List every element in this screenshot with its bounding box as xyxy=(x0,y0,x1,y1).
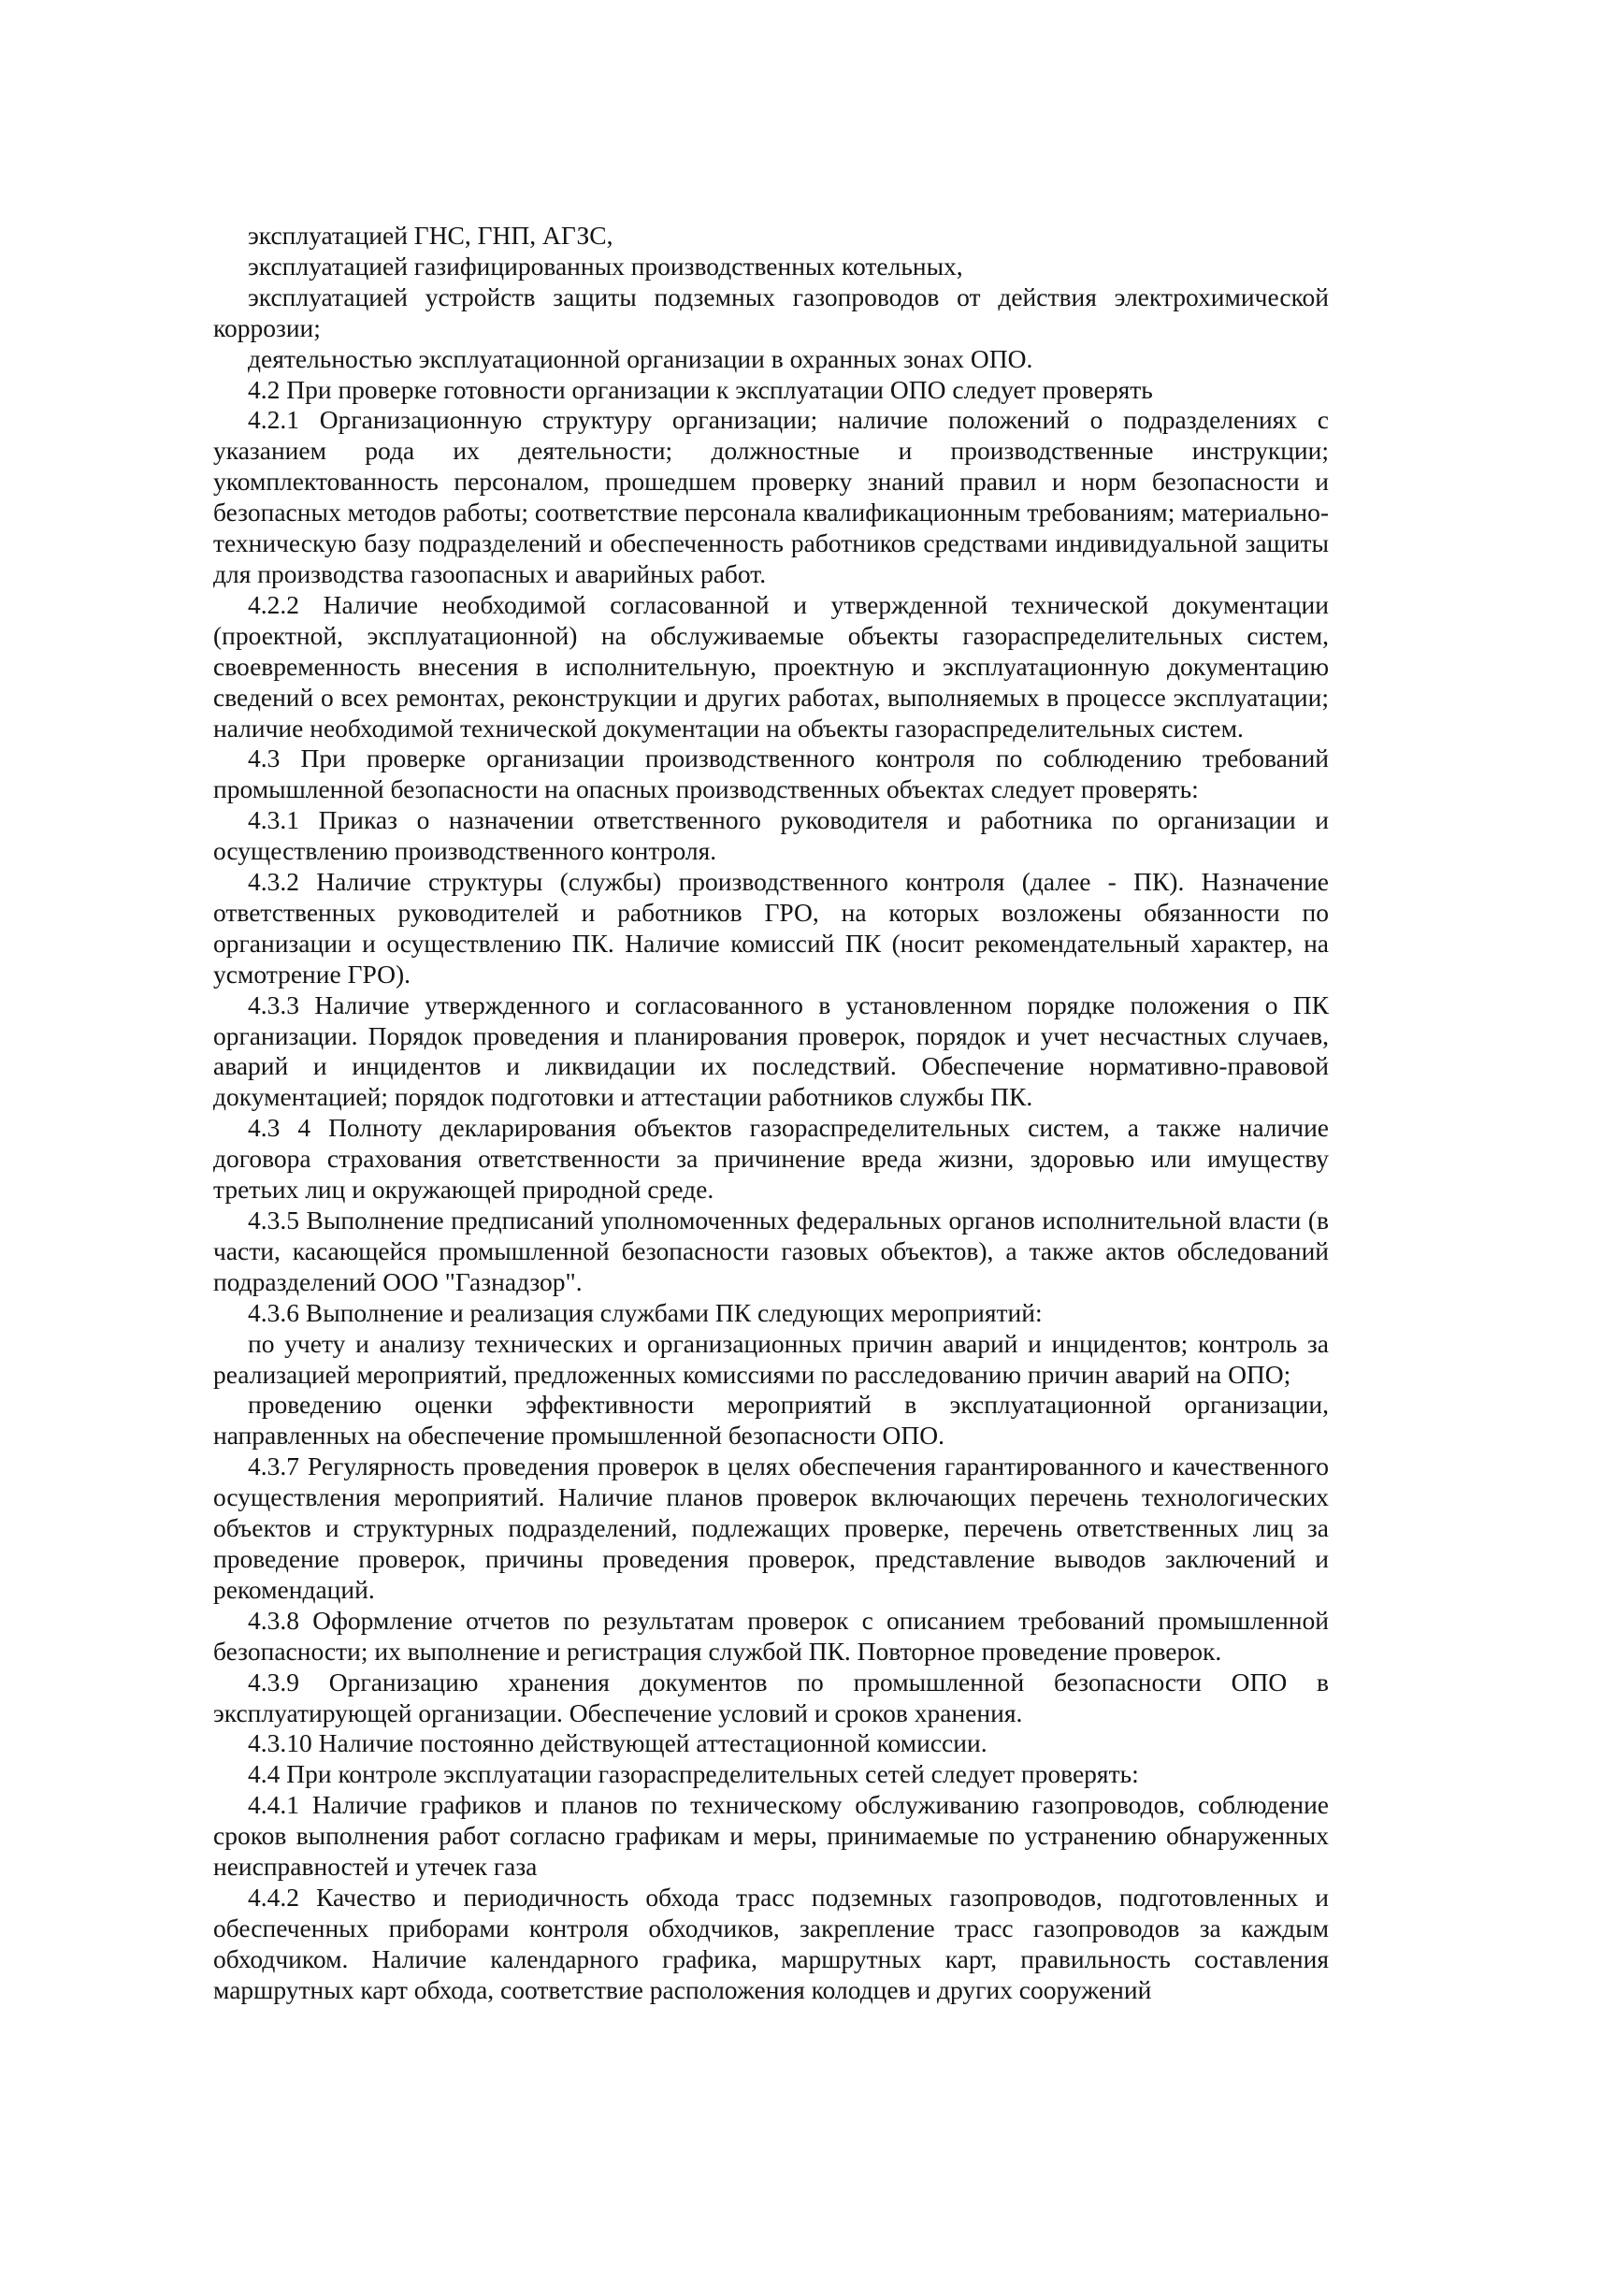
paragraph: 4.3.6 Выполнение и реализация службами ПК следующих мероприятий: xyxy=(248,1297,1043,1327)
paragraph: 4.3.10 Наличие постоянно действующей аттестационной комиссии. xyxy=(248,1728,987,1758)
paragraph: 4.2.2 Наличие необходимой согласованной и утвержденной технической документации (проектной, эксплуатационной) на обслуживаемые объекты газораспределительных систем, своевременность внесения в исполнительную, проектную и эксплуатационную документацию сведений о всех ремонтах, реконструкции и других работах, выполняемых в процессе эксплуатации; наличие необходимой технической документации на объекты газораспределительных систем. xyxy=(213,589,1329,743)
paragraph: 4.3 4 Полноту декларирования объектов газораспределительных систем, а также наличие договора страхования ответственности за причинение вреда жизни, здоровью или имуществу третьих лиц и окружающей природной среде. xyxy=(213,1113,1329,1205)
paragraph: эксплуатацией ГНС, ГНП, АГЗС, xyxy=(248,221,613,250)
paragraph: 4.4 При контроле эксплуатации газораспределительных сетей следует проверять: xyxy=(248,1759,1139,1789)
paragraph: 4.4.2 Качество и периодичность обхода трасс подземных газопроводов, подготовленных и обеспеченных приборами контроля обходчиков, закрепление трасс газопроводов за каждым обходчиком. Наличие календарного графика, маршрутных карт, правильность составления маршрутных карт обхода, соответствие расположения колодцев и других сооружений xyxy=(213,1882,1329,2004)
paragraph: 4.2.1 Организационную структуру организации; наличие положений о подразделениях с указанием рода их деятельности; должностные и производственные инструкции; укомплектованность персоналом, прошедшем проверку знаний правил и норм безопасности и безопасных методов работы; соответствие персонала квалификационным требованиям; материально-техническую базу подразделений и обеспеченность работников средствами индивидуальной защиты для производства газоопасных и аварийных работ. xyxy=(213,405,1329,588)
paragraph: 4.3.3 Наличие утвержденного и согласованного в установленном порядке положения о ПК организации. Порядок проведения и планирования проверок, порядок и учет несчастных случаев, аварий и инцидентов и ликвидации их последствий. Обеспечение нормативно-правовой документацией; порядок подготовки и аттестации работников службы ПК. xyxy=(213,989,1329,1112)
paragraph: деятельностью эксплуатационной организации в охранных зонах ОПО. xyxy=(248,343,1033,373)
paragraph: 4.3.8 Оформление отчетов по результатам проверок с описанием требований промышленной безопасности; их выполнение и регистрация службой ПК. Повторное проведение проверок. xyxy=(213,1605,1329,1666)
paragraph: 4.3.9 Организацию хранения документов по промышленной безопасности ОПО в эксплуатирующей организации. Обеспечение условий и сроков хранения. xyxy=(213,1667,1329,1727)
paragraph: эксплуатацией газифицированных производственных котельных, xyxy=(248,251,963,281)
paragraph: по учету и анализу технических и организационных причин аварий и инцидентов; контроль за реализацией мероприятий, предложенных комиссиями по расследованию причин аварий на ОПО; xyxy=(213,1328,1329,1389)
paragraph: 4.3.7 Регулярность проведения проверок в целях обеспечения гарантированного и качественного осуществления мероприятий. Наличие планов проверок включающих перечень технологических объектов и структурных подразделений, подлежащих проверке, перечень ответственных лиц за проведение проверок, причины проведения проверок, представление выводов заключений и рекомендаций. xyxy=(213,1451,1329,1604)
paragraph: 4.2 При проверке готовности организации к эксплуатации ОПО следует проверять xyxy=(248,374,1153,404)
paragraph: 4.3.1 Приказ о назначении ответственного руководителя и работника по организации и осуществлению производственного контроля. xyxy=(213,805,1329,866)
paragraph: 4.3 При проверке организации производственного контроля по соблюдению требований промышленной безопасности на опасных производственных объектах следует проверять: xyxy=(213,744,1329,804)
paragraph: проведению оценки эффективности мероприятий в эксплуатационной организации, направленных на обеспечение промышленной безопасности ОПО. xyxy=(213,1390,1329,1451)
paragraph: 4.3.5 Выполнение предписаний уполномоченных федеральных органов исполнительной власти (в части, касающейся промышленной безопасности газовых объектов), а также актов обследований подразделений ООО "Газнадзор". xyxy=(213,1206,1329,1296)
paragraph: 4.3.2 Наличие структуры (службы) производственного контроля (далее - ПК). Назначение ответственных руководителей и работников ГРО, на которых возложены обязанности по организации и осуществлению ПК. Наличие комиссий ПК (носит рекомендательный характер, на усмотрение ГРО). xyxy=(213,867,1329,989)
paragraph: эксплуатацией устройств защиты подземных газопроводов от действия электрохимической коррозии; xyxy=(213,282,1329,342)
paragraph: 4.4.1 Наличие графиков и планов по техническому обслуживанию газопроводов, соблюдение сроков выполнения работ согласно графикам и меры, принимаемые по устранению обнаруженных неисправностей и утечек газа xyxy=(213,1790,1329,1882)
document-page xyxy=(213,221,1329,2006)
